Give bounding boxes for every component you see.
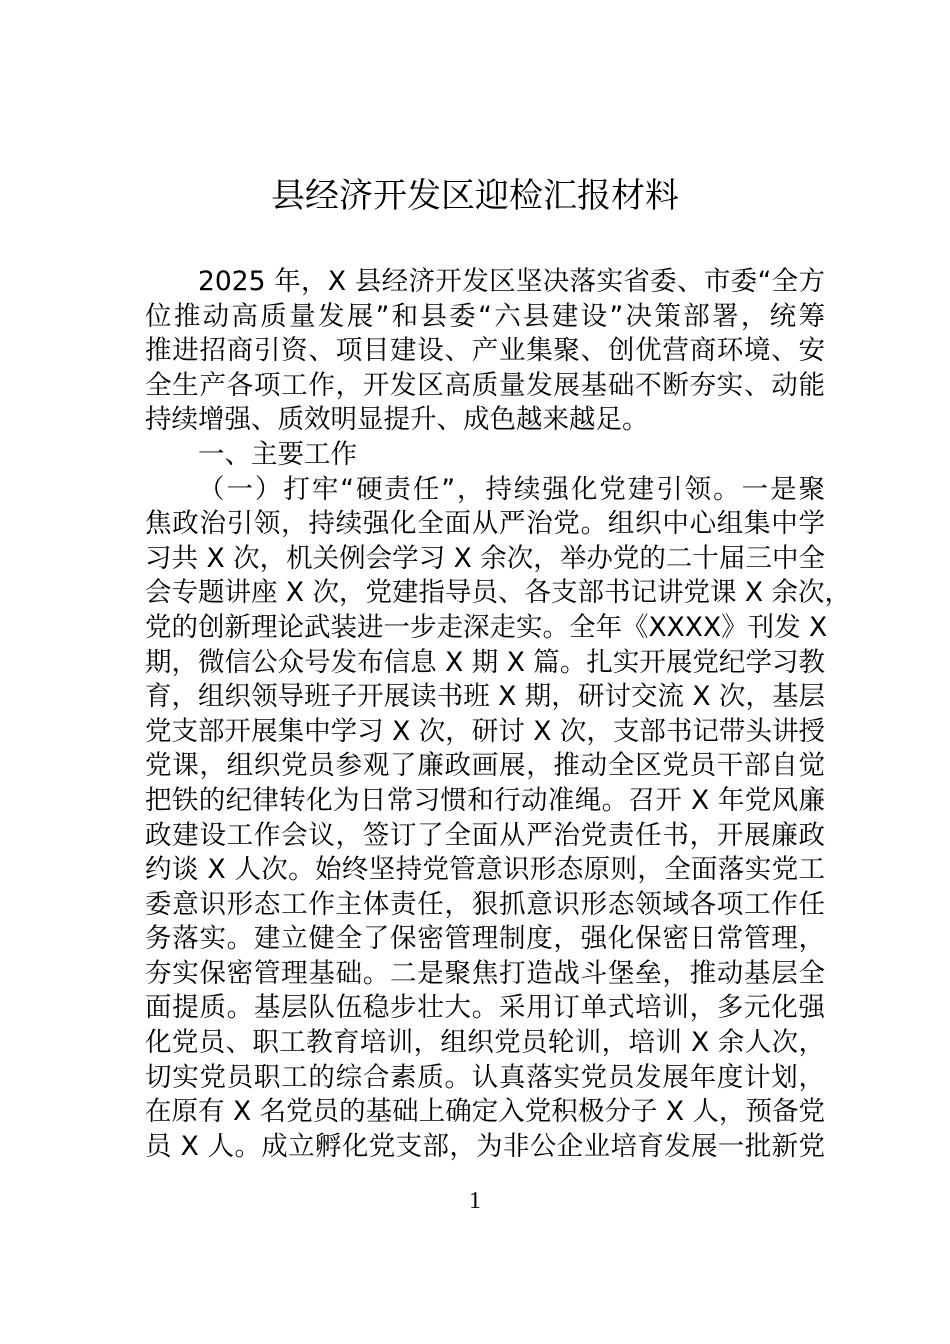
- text-line: 2025 年，X 县经济开发区坚决落实省委、市委“全方: [198, 266, 825, 297]
- text-line: 会专题讲座 X 次，党建指导员、各支部书记讲党课 X 余次，: [145, 577, 852, 609]
- text-line: 焦政治引领，持续强化全面从严治党。组织中心组集中学: [145, 508, 825, 540]
- text-line: 化党员、职工教育培训，组织党员轮训，培训 X 余人次，: [145, 1027, 825, 1059]
- text-line: 习共 X 次，机关例会学习 X 余次，举办党的二十届三中全: [145, 542, 825, 574]
- text-line: 位推动高质量发展”和县委“六县建设”决策部署，统筹: [145, 300, 825, 332]
- text-line: 全生产各项工作，开发区高质量发展基础不断夯实、动能: [145, 369, 825, 401]
- text-line: 一、主要工作: [198, 438, 357, 470]
- page-number: 1: [469, 1188, 481, 1214]
- text-line: 党的创新理论武装进一步走深走实。全年《XXXX》刊发 X: [145, 611, 828, 643]
- text-line: 切实党员职工的综合素质。认真落实党员发展年度计划，: [145, 1061, 825, 1093]
- text-line: （一）打牢“硬责任”，持续强化党建引领。一是聚: [198, 473, 825, 505]
- text-line: 党课，组织党员参观了廉政画展，推动全区党员干部自觉: [145, 750, 825, 782]
- text-line: 推进招商引资、项目建设、产业集聚、创优营商环境、安: [145, 335, 825, 367]
- text-line: 约谈 X 人次。始终坚持党管意识形态原则，全面落实党工: [145, 854, 825, 886]
- text-line: 党支部开展集中学习 X 次，研讨 X 次，支部书记带头讲授: [145, 715, 825, 747]
- text-line: 委意识形态工作主体责任，狠抓意识形态领域各项工作任: [145, 888, 825, 920]
- text-line: 在原有 X 名党员的基础上确定入党积极分子 X 人，预备党: [145, 1096, 825, 1128]
- document-body: [145, 265, 852, 1164]
- text-line: 务落实。建立健全了保密管理制度，强化保密日常管理，: [145, 923, 825, 955]
- text-line: 持续增强、质效明显提升、成色越来越足。: [145, 404, 649, 436]
- text-line: 育，组织领导班子开展读书班 X 期，研讨交流 X 次，基层: [145, 681, 825, 713]
- text-line: 员 X 人。成立孵化党支部，为非公企业培育发展一批新党: [145, 1130, 825, 1162]
- text-line: 夯实保密管理基础。二是聚焦打造战斗堡垒，推动基层全: [145, 957, 825, 989]
- text-line: 把铁的纪律转化为日常习惯和行动准绳。召开 X 年党风廉: [145, 784, 825, 816]
- text-line: 期，微信公众号发布信息 X 期 X 篇。扎实开展党纪学习教: [145, 646, 825, 678]
- text-line: 政建设工作会议，签订了全面从严治党责任书，开展廉政: [145, 819, 825, 851]
- text-line: 面提质。基层队伍稳步壮大。采用订单式培训，多元化强: [145, 992, 825, 1024]
- document-title: 县经济开发区迎检汇报材料: [271, 176, 679, 216]
